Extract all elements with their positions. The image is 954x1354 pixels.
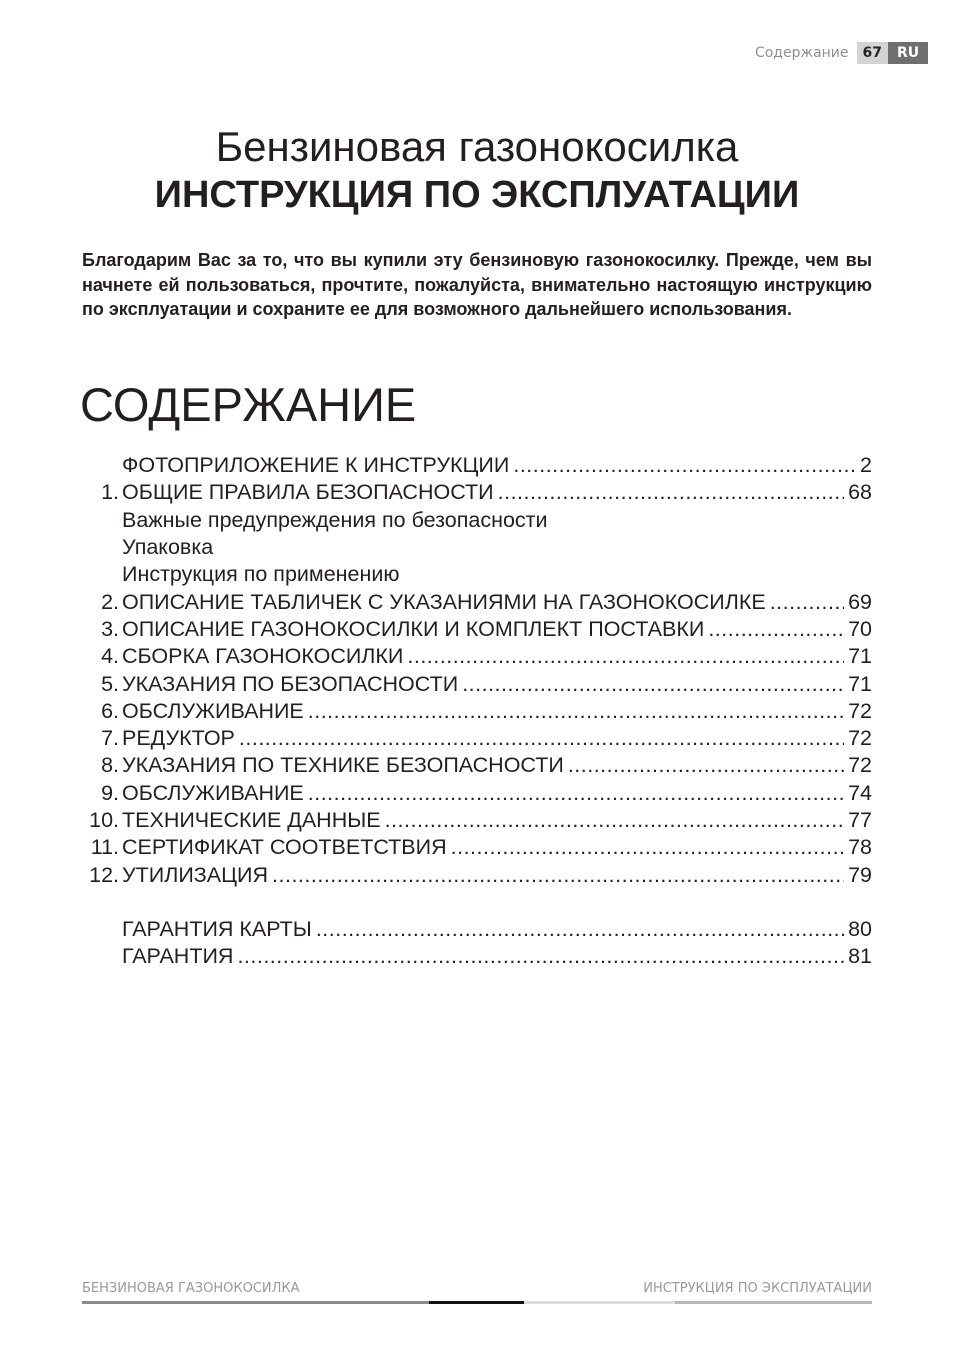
toc-entry-page: 79 bbox=[848, 862, 872, 887]
toc-entry-title: УКАЗАНИЯ ПО БЕЗОПАСНОСТИ bbox=[122, 671, 459, 696]
toc-entry-page: 74 bbox=[848, 780, 872, 805]
footer-divider bbox=[82, 1301, 872, 1304]
toc-entry-title: ОПИСАНИЕ ГАЗОНОКОСИЛКИ И КОМПЛЕКТ ПОСТАВКИ bbox=[122, 616, 705, 641]
toc-leader-dots bbox=[239, 726, 844, 751]
toc-entry-page: 69 bbox=[848, 589, 872, 614]
toc-entry[interactable] bbox=[80, 643, 872, 670]
toc-entry-page: 72 bbox=[848, 698, 872, 723]
footer-divider-segment bbox=[429, 1301, 524, 1304]
footer-divider-segment bbox=[675, 1301, 872, 1304]
toc-gap bbox=[80, 889, 872, 916]
toc-entry-title: ОПИСАНИЕ ТАБЛИЧЕК С УКАЗАНИЯМИ НА ГАЗОНОКОСИЛКЕ bbox=[122, 589, 766, 614]
toc-leader-dots bbox=[308, 781, 844, 806]
header-page-number: 67 bbox=[857, 42, 888, 64]
document-subtitle: ИНСТРУКЦИЯ ПО ЭКСПЛУАТАЦИИ bbox=[154, 174, 800, 216]
page-header bbox=[755, 42, 928, 64]
toc-entry-title: УКАЗАНИЯ ПО ТЕХНИКЕ БЕЗОПАСНОСТИ bbox=[122, 753, 564, 778]
toc-leader-dots bbox=[513, 453, 856, 478]
toc-entry-page: 2 bbox=[860, 453, 872, 478]
toc-leader-dots bbox=[451, 835, 844, 860]
toc-entry[interactable] bbox=[80, 588, 872, 615]
toc-leader-dots bbox=[498, 480, 844, 505]
toc-heading: СОДЕРЖАНИЕ bbox=[80, 378, 417, 431]
toc-entry-page: 81 bbox=[848, 944, 872, 969]
toc-entry-page: 71 bbox=[848, 644, 872, 669]
toc-entry-title: ОБЩИЕ ПРАВИЛА БЕЗОПАСНОСТИ bbox=[122, 480, 494, 505]
toc-entry-warranty-card[interactable] bbox=[80, 916, 872, 943]
toc-entry-page: 77 bbox=[848, 808, 872, 832]
toc-entry-number: 8. bbox=[101, 753, 119, 778]
toc-entry-title: Важные предупреждения по безопасности bbox=[122, 507, 548, 532]
toc-entry-warranty[interactable] bbox=[80, 943, 872, 970]
table-of-contents bbox=[80, 452, 872, 970]
toc-entry-page: 72 bbox=[848, 753, 872, 778]
toc-entry-title: Упаковка bbox=[122, 535, 214, 560]
toc-leader-dots bbox=[770, 590, 844, 615]
toc-entry[interactable] bbox=[80, 616, 872, 643]
footer-divider-segment bbox=[524, 1301, 675, 1304]
toc-entry-title: ГАРАНТИЯ КАРТЫ bbox=[122, 916, 312, 941]
footer-product-name: БЕНЗИНОВАЯ ГАЗОНОКОСИЛКА bbox=[82, 1281, 300, 1296]
toc-entry-number: 7. bbox=[101, 726, 119, 751]
toc-entry-number: 10. bbox=[89, 808, 119, 832]
toc-entry-title: ГАРАНТИЯ bbox=[122, 944, 234, 969]
header-language-badge: RU bbox=[888, 42, 928, 64]
toc-entry-number: 6. bbox=[101, 698, 119, 723]
toc-entry-number: 3. bbox=[101, 616, 119, 641]
toc-entry-title: ОБСЛУЖИВАНИЕ bbox=[122, 780, 304, 805]
toc-leader-dots bbox=[308, 699, 844, 724]
toc-entry[interactable] bbox=[80, 698, 872, 725]
toc-entry[interactable] bbox=[80, 807, 872, 834]
toc-entry-number: 4. bbox=[101, 644, 119, 669]
toc-subentry[interactable] bbox=[80, 561, 872, 588]
footer-divider-segment bbox=[82, 1301, 429, 1304]
toc-leader-dots bbox=[462, 672, 844, 697]
toc-entry-title: ТЕХНИЧЕСКИЕ ДАННЫЕ bbox=[122, 808, 381, 832]
toc-subentry[interactable] bbox=[80, 507, 872, 534]
intro-paragraph: Благодарим Вас за то, что вы купили эту бензиновую газонокосилку. Прежде, чем вы начнете ей пользоваться, прочтите, пожалуйста, внимательно настоящую инструкцию по эксплуатации и сохраните ее для возможного дальнейшего использования. bbox=[82, 250, 872, 319]
toc-entry-number: 5. bbox=[101, 671, 119, 696]
toc-entry[interactable] bbox=[80, 479, 872, 506]
toc-entry-page: 80 bbox=[848, 916, 872, 941]
toc-entry-title: Инструкция по применению bbox=[122, 562, 400, 587]
toc-leader-dots bbox=[237, 944, 844, 969]
toc-leader-dots bbox=[316, 917, 844, 942]
toc-entry[interactable] bbox=[80, 725, 872, 752]
toc-entry-page: 72 bbox=[848, 726, 872, 751]
toc-leader-dots bbox=[708, 617, 844, 642]
toc-entry-number: 2. bbox=[101, 589, 119, 614]
toc-leader-dots bbox=[385, 808, 844, 833]
toc-entry-title: УТИЛИЗАЦИЯ bbox=[122, 862, 269, 887]
toc-entry-number: 12. bbox=[89, 862, 119, 887]
footer-document-type: ИНСТРУКЦИЯ ПО ЭКСПЛУАТАЦИИ bbox=[643, 1281, 872, 1296]
toc-entry[interactable] bbox=[80, 861, 872, 888]
toc-leader-dots bbox=[407, 644, 844, 669]
toc-entry-page: 68 bbox=[848, 480, 872, 505]
toc-entry-title: СБОРКА ГАЗОНОКОСИЛКИ bbox=[122, 644, 404, 669]
header-section-label: Содержание bbox=[754, 45, 849, 61]
toc-entry-number: 1. bbox=[101, 480, 119, 505]
toc-entry[interactable] bbox=[80, 752, 872, 779]
toc-entry-number: 11. bbox=[90, 835, 119, 860]
toc-entry[interactable] bbox=[80, 780, 872, 807]
toc-entry-page: 71 bbox=[848, 671, 872, 696]
toc-entry[interactable] bbox=[80, 452, 872, 479]
document-title: Бензиновая газонокосилка bbox=[215, 123, 739, 170]
toc-leader-dots bbox=[272, 863, 844, 888]
toc-entry-title: ФОТОПРИЛОЖЕНИЕ К ИНСТРУКЦИИ bbox=[122, 453, 510, 478]
toc-leader-dots bbox=[568, 753, 844, 778]
toc-entry-title: РЕДУКТОР bbox=[122, 726, 235, 751]
toc-entry-page: 78 bbox=[848, 835, 872, 860]
toc-entry[interactable] bbox=[80, 670, 872, 697]
toc-entry-page: 70 bbox=[848, 616, 872, 641]
toc-entry-number: 9. bbox=[101, 780, 119, 805]
toc-entry[interactable] bbox=[80, 834, 872, 861]
toc-subentry[interactable] bbox=[80, 534, 872, 561]
toc-entry-title: СЕРТИФИКАТ СООТВЕТСТВИЯ bbox=[122, 835, 447, 860]
toc-entry-title: ОБСЛУЖИВАНИЕ bbox=[122, 698, 304, 723]
